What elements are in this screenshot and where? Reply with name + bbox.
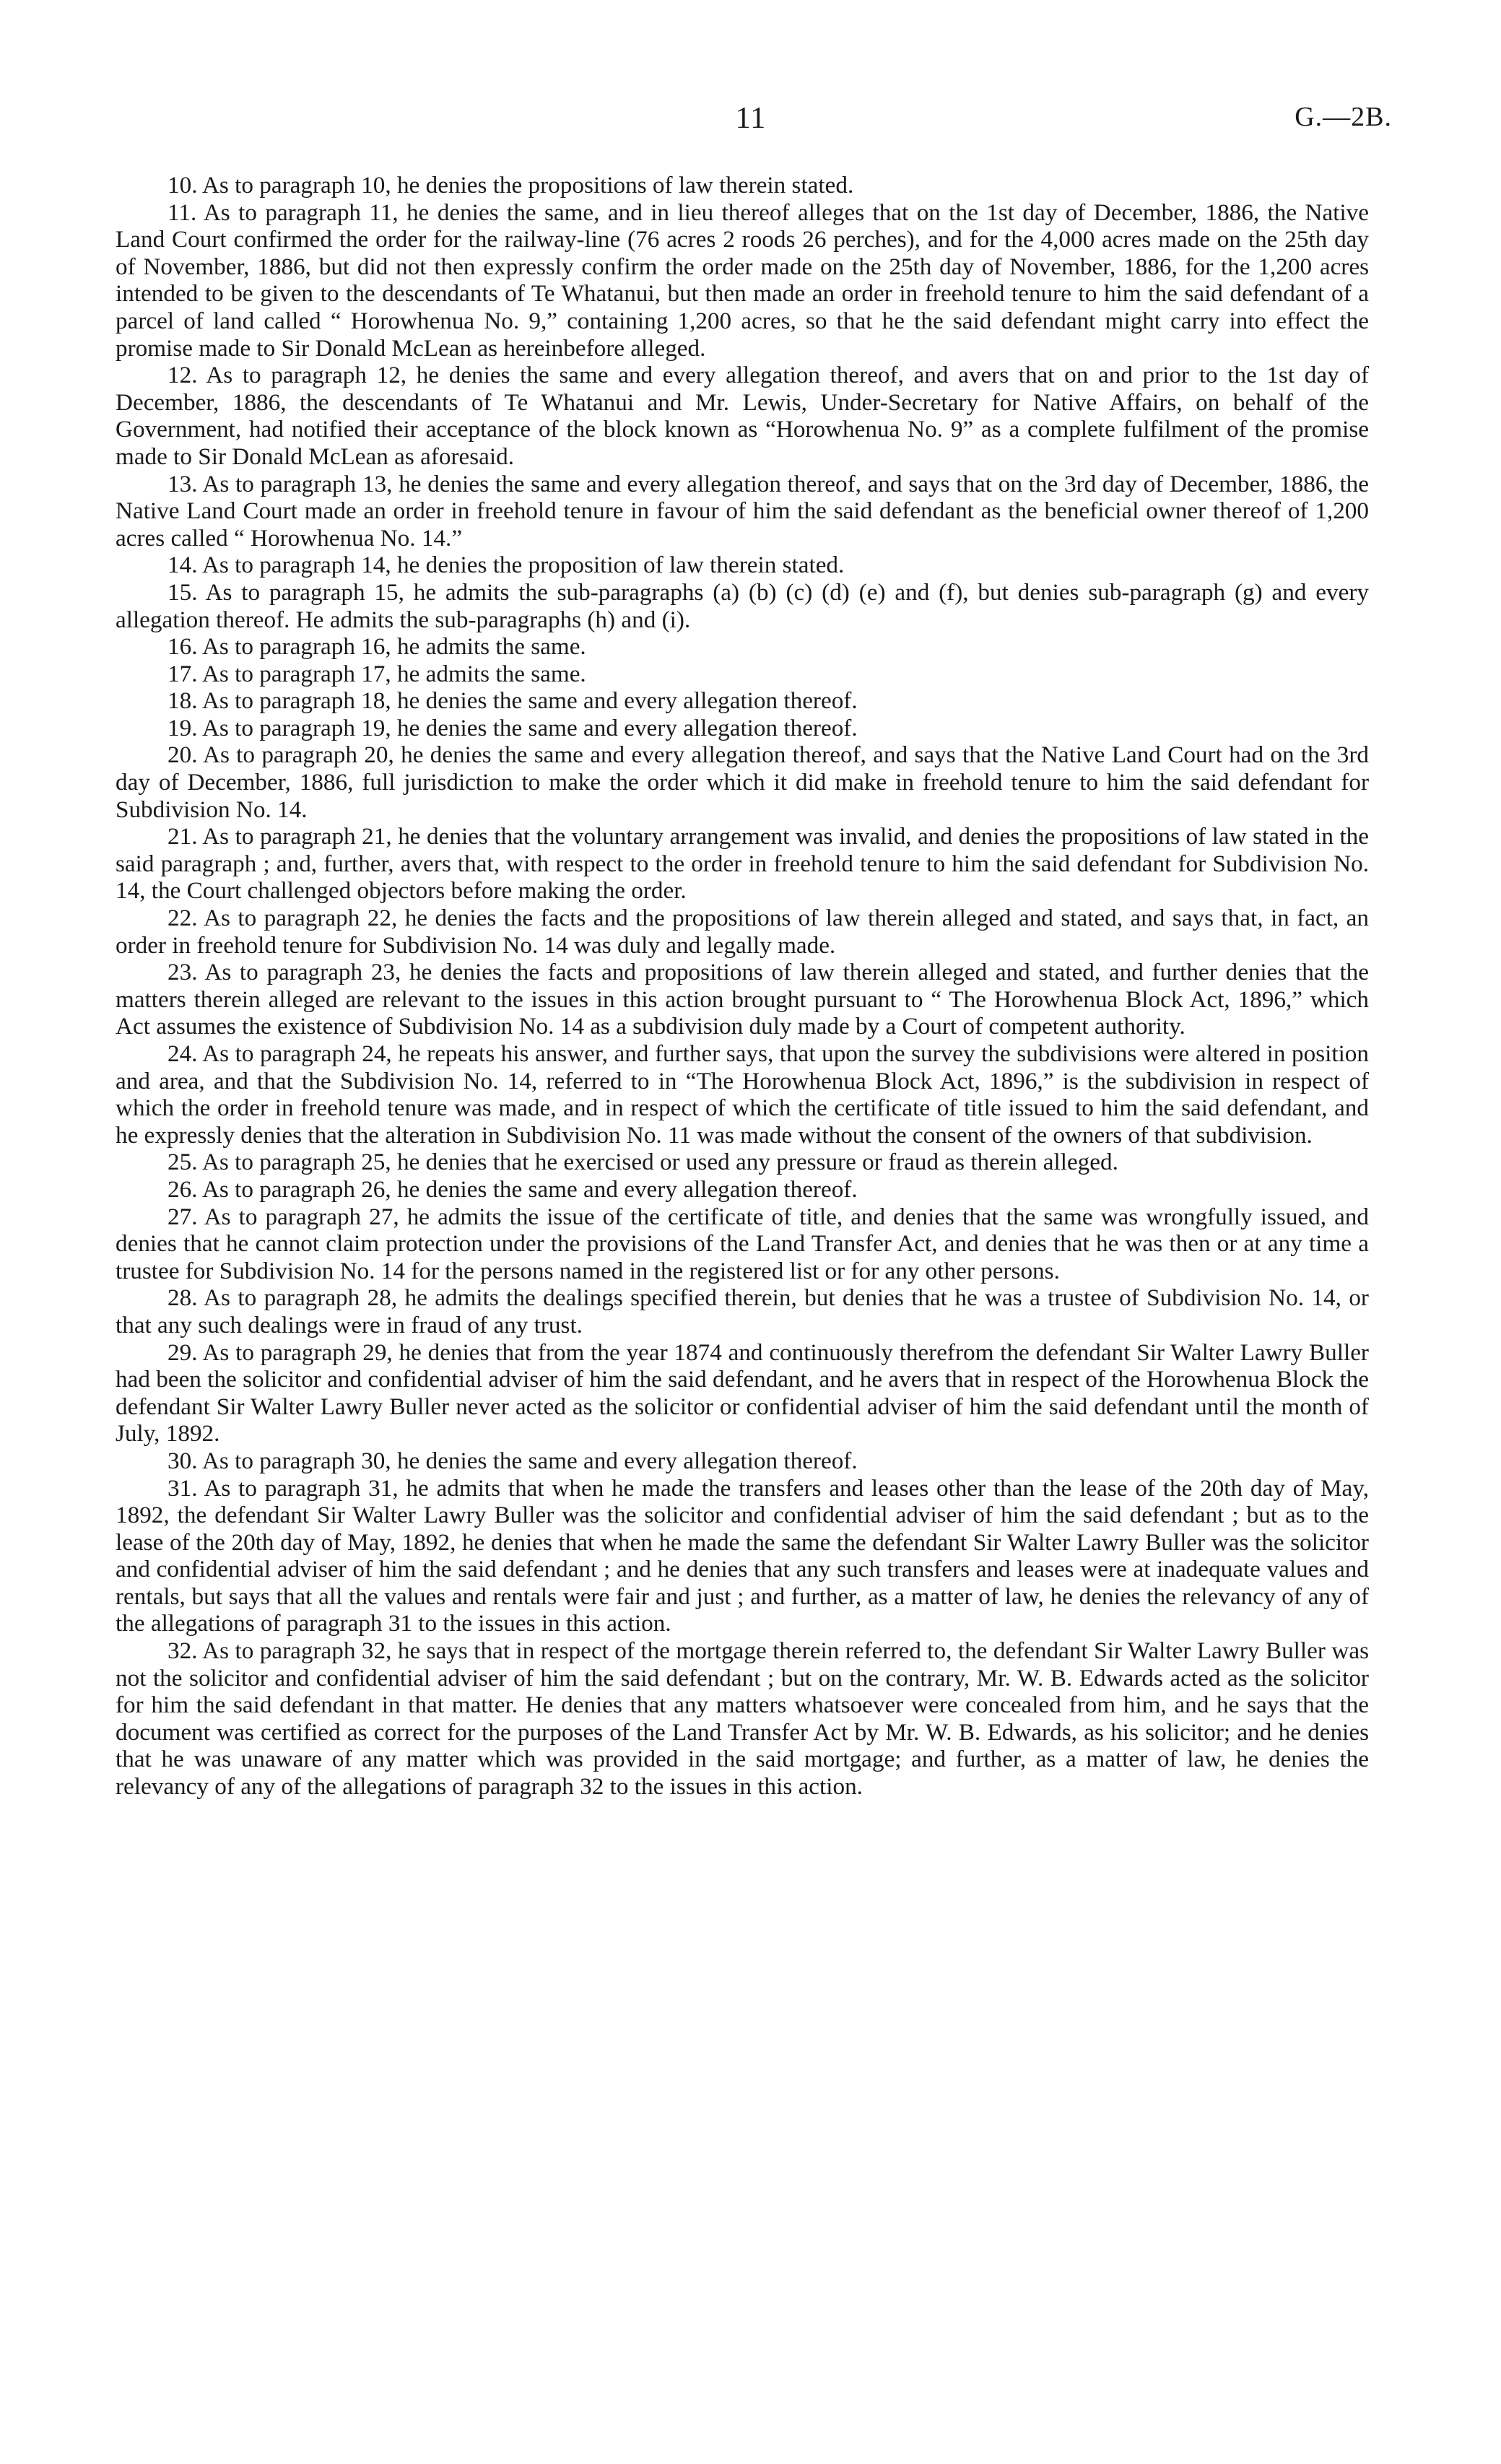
paragraph-14: 14. As to paragraph 14, he denies the proposition of law therein stated.: [167, 552, 845, 579]
paragraph-24: 24. As to paragraph 24, he repeats his answer, and further says, that upon the survey the subdivisions were altered in position and area, and that the Subdivision No. 14, referred to in “The Horowhenua Block Act, 1896,” is the subdivision in respect of which the order in freehold tenure was made, and in respect of which the certificate of title issued to him the said defendant, and he expressly denies that the alteration in Subdivision No. 11 was made without the consent of the owners of that subdivision.: [116, 1040, 1369, 1149]
page-header: [116, 101, 1392, 144]
page-number: 11: [735, 102, 767, 135]
paragraph-23: 23. As to paragraph 23, he denies the facts and propositions of law therein alleged and stated, and further denies that the matters therein alleged are relevant to the issues in this action brought pursuant to “ The Horowhenua Block Act, 1896,” which Act assumes the existence of Subdivision No. 14 as a subdivision duly made by a Court of competent authority.: [116, 959, 1369, 1040]
paragraph-22: 22. As to paragraph 22, he denies the facts and the propositions of law therein alleged and stated, and says that, in fact, an order in freehold tenure for Subdivision No. 14 was duly and legally made.: [116, 905, 1369, 959]
paragraph-15: 15. As to paragraph 15, he admits the sub-paragraphs (a) (b) (c) (d) (e) and (f), but denies sub-paragraph (g) and every allegation thereof. He admits the sub-paragraphs (h) and (i).: [116, 578, 1369, 633]
paragraph-19: 19. As to paragraph 19, he denies the same and every allegation thereof.: [167, 714, 858, 741]
paragraph-28: 28. As to paragraph 28, he admits the dealings specified therein, but denies that he was a trustee of Subdivision No. 14, or that any such dealings were in fraud of any trust.: [116, 1284, 1369, 1338]
body-text: [116, 172, 1369, 1801]
paragraph-21: 21. As to paragraph 21, he denies that the voluntary arrangement was invalid, and denies the propositions of law stated in the said paragraph ; and, further, avers that, with respect to the order in freehold tenure to him the said defendant for Subdivision No. 14, the Court challenged objectors before making the order.: [116, 823, 1369, 905]
paragraph-25: 25. As to paragraph 25, he denies that he exercised or used any pressure or fraud as therein alleged.: [167, 1149, 1118, 1176]
paragraph-10: 10. As to paragraph 10, he denies the propositions of law therein stated.: [167, 172, 854, 199]
paragraph-20: 20. As to paragraph 20, he denies the same and every allegation thereof, and says that the Native Land Court had on the 3rd day of December, 1886, full jurisdiction to make the order which it did make in freehold tenure to him the said defendant for Subdivision No. 14.: [116, 741, 1369, 823]
paragraph-31: 31. As to paragraph 31, he admits that when he made the transfers and leases other than the lease of the 20th day of May, 1892, the defendant Sir Walter Lawry Buller was the solicitor and confidential adviser of him the said defendant ; but as to the lease of the 20th day of May, 1892, he denies that when he made the same the defendant Sir Walter Lawry Buller was the solicitor and confidential adviser of him the said defendant ; and he denies that any such transfers and leases were at inadequate values and rentals, but says that all the values and rentals were fair and just ; and further, as a matter of law, he denies the relevancy of any of the allegations of paragraph 31 to the issues in this action.: [116, 1474, 1369, 1637]
paragraph-18: 18. As to paragraph 18, he denies the same and every allegation thereof.: [167, 687, 858, 715]
paragraph-16: 16. As to paragraph 16, he admits the same.: [167, 633, 586, 661]
paragraph-12: 12. As to paragraph 12, he denies the same and every allegation thereof, and avers that on and prior to the 1st day of December, 1886, the descendants of Te Whatanui and Mr. Lewis, Under-Secretary for Native Affairs, on behalf of the Government, had notified their acceptance of the block known as “Horowhenua No. 9” as a complete fulfilment of the promise made to Sir Donald McLean as aforesaid.: [116, 362, 1369, 470]
document-reference: G.—2B.: [1295, 102, 1392, 132]
paragraph-11: 11. As to paragraph 11, he denies the same, and in lieu thereof alleges that on the 1st day of December, 1886, the Native Land Court confirmed the order for the railway-line (76 acres 2 roods 26 perches), and for the 4,000 acres made on the 25th day of November, 1886, but did not then expressly confirm the order made on the 25th day of November, 1886, for the 1,200 acres intended to be given to the descendants of Te Whatanui, but then made an order in freehold tenure to him the said defendant of a parcel of land called “ Horowhenua No. 9,” containing 1,200 acres, so that he the said defendant might carry into effect the promise made to Sir Donald McLean as hereinbefore alleged.: [116, 199, 1369, 362]
paragraph-26: 26. As to paragraph 26, he denies the same and every allegation thereof.: [167, 1175, 858, 1203]
paragraph-30: 30. As to paragraph 30, he denies the same and every allegation thereof.: [167, 1447, 858, 1474]
paragraph-29: 29. As to paragraph 29, he denies that from the year 1874 and continuously therefrom the defendant Sir Walter Lawry Buller had been the solicitor and confidential adviser of him the said defendant, and he avers that in respect of the Horowhenua Block the defendant Sir Walter Lawry Buller never acted as the solicitor or confidential adviser of him the said defendant until the month of July, 1892.: [116, 1338, 1369, 1448]
paragraph-32: 32. As to paragraph 32, he says that in respect of the mortgage therein referred to, the defendant Sir Walter Lawry Buller was not the solicitor and confidential adviser of him the said defendant ; but on the contrary, Mr. W. B. Edwards acted as the solicitor for him the said defendant in that matter. He denies that any matters whatsoever were concealed from him, and he says that the document was certified as correct for the purposes of the Land Transfer Act by Mr. W. B. Edwards, as his solicitor; and he denies that he was unaware of any matter which was provided in the said mortgage; and further, as a matter of law, he denies the relevancy of any of the allegations of paragraph 32 to the issues in this action.: [116, 1637, 1369, 1801]
paragraph-27: 27. As to paragraph 27, he admits the issue of the certificate of title, and denies that the same was wrongfully issued, and denies that he cannot claim protection under the provisions of the Land Transfer Act, and denies that he was then or at any time a trustee for Subdivision No. 14 for the persons named in the registered list or for any other persons.: [116, 1203, 1369, 1284]
paragraph-13: 13. As to paragraph 13, he denies the same and every allegation thereof, and says that on the 3rd day of December, 1886, the Native Land Court made an order in freehold tenure in favour of him the said defendant as the beneficial owner thereof of 1,200 acres called “ Horowhenua No. 14.”: [116, 470, 1369, 552]
paragraph-17: 17. As to paragraph 17, he admits the same.: [167, 660, 586, 687]
